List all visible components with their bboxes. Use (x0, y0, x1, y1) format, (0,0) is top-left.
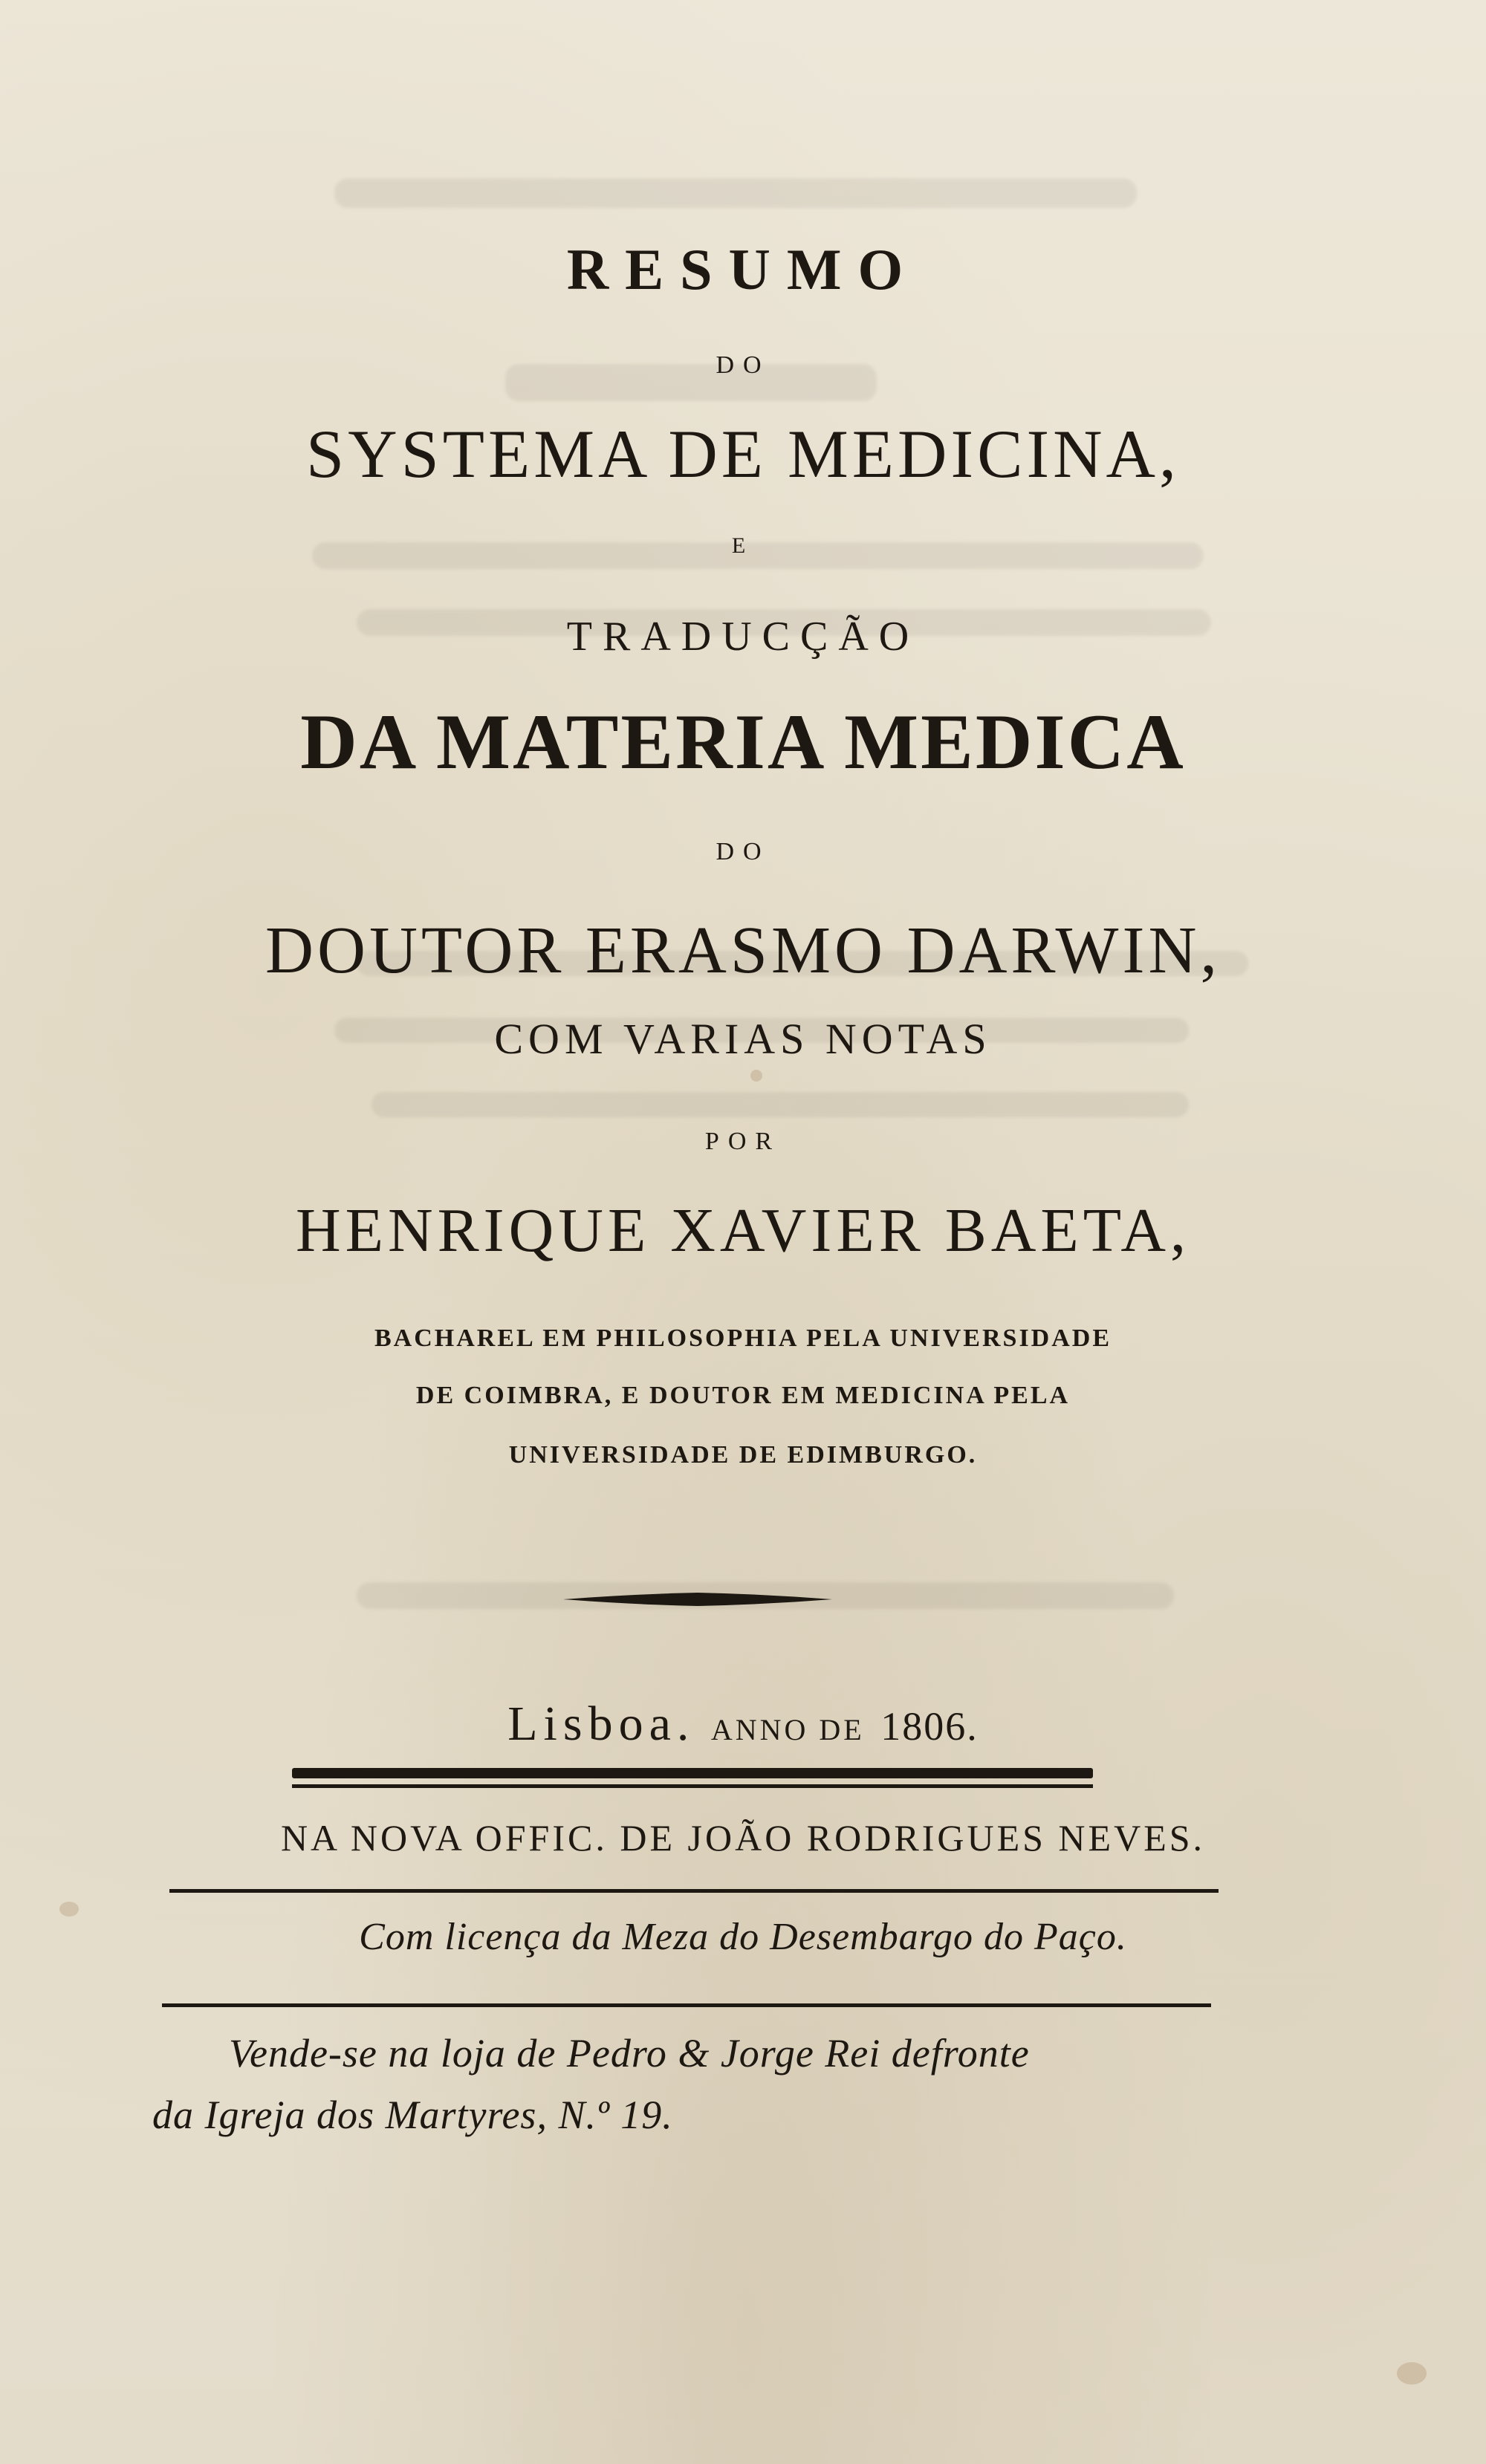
foxing-spot (750, 1070, 762, 1082)
notes-line: COM VARIAS NOTAS (494, 1015, 992, 1063)
credentials-line: BACHAREL EM PHILOSOPHIA PELA UNIVERSIDADE (374, 1324, 1112, 1352)
connector-do: DO (716, 351, 770, 379)
printer-line: NA NOVA OFFIC. DE JOÃO RODRIGUES NEVES. (280, 1817, 1206, 1859)
original-author: DOUTOR ERASMO DARWIN, (265, 914, 1221, 987)
connector-e: E (731, 533, 755, 558)
imprint-place-date (0, 1696, 1486, 1752)
title-resumo: RESUMO (566, 237, 920, 302)
title-traduccao: TRADUCÇÃO (566, 614, 920, 660)
foxing-spot (1397, 2362, 1427, 2385)
ornamental-rule (563, 1588, 832, 1610)
translator-name: HENRIQUE XAVIER BAETA, (296, 1196, 1190, 1265)
credentials-line: UNIVERSIDADE DE EDIMBURGO. (508, 1441, 978, 1469)
double-rule-thin (292, 1784, 1093, 1788)
sale-line: Vende-se na loja de Pedro & Jorge Rei defronte (229, 2031, 1030, 2075)
divider-rule (169, 1889, 1219, 1893)
divider-rule (162, 2003, 1211, 2007)
connector-por: POR (704, 1128, 782, 1155)
title-systema: SYSTEMA DE MEDICINA, (306, 416, 1180, 492)
connector-do: DO (716, 838, 770, 865)
title-materia-medica: DA MATERIA MEDICA (300, 698, 1186, 785)
imprint-year: 1806. (880, 1704, 979, 1749)
double-rule-thick (292, 1768, 1093, 1778)
sale-line: da Igreja dos Martyres, N.º 19. (152, 2093, 673, 2137)
double-rule (292, 1768, 1093, 1788)
credentials-line: DE COIMBRA, E DOUTOR EM MEDICINA PELA (415, 1382, 1071, 1409)
foxing-spot (59, 1902, 79, 1917)
imprint-city: Lisboa. (507, 1697, 695, 1751)
licence-line: Com licença da Meza do Desembargo do Paço. (359, 1916, 1127, 1958)
imprint-anno: ANNO DE (710, 1713, 865, 1746)
